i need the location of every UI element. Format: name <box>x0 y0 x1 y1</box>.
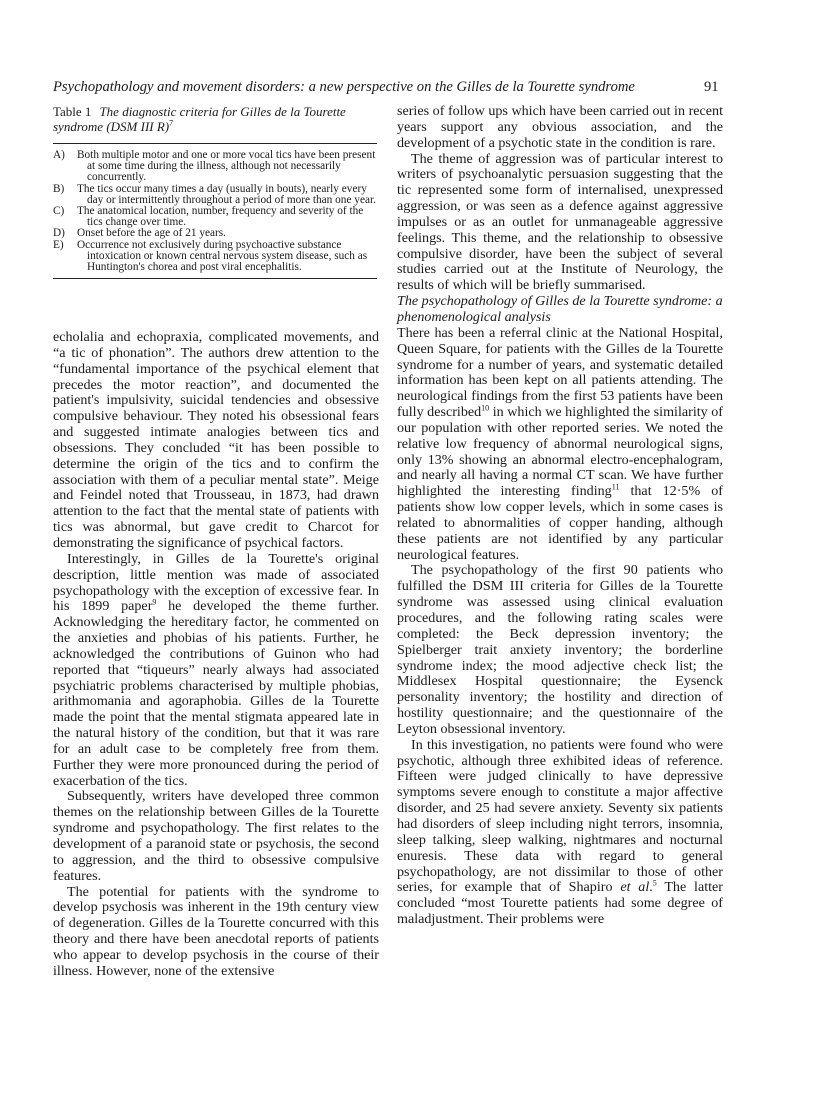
criteria-row <box>53 184 377 206</box>
text: In this investigation, no patients were found who were psychotic, although three exhibited ideas of reference. Fifteen were judged clinically to have depressive symptoms severe enough to constitute a major affective disorder, and 25 had severe anxiety. Seventy six patients had disorders of sleep including night terrors, insomnia, sleep talking, sleep walking, nightmares and nocturnal enuresis. These data with regard to general psychopathology, are not dissimilar to those of other series, for example that of Shapiro <box>397 736 723 896</box>
table-label: Table 1 <box>53 104 92 119</box>
criteria-row <box>53 240 377 274</box>
citation-ref: 10 <box>481 403 490 413</box>
text: There has been a referral clinic at the National Hospital, Queen Square, for patients with the Gilles de la Tourette syndrome for a number of years, and systematic detailed information has been kept on all patients attending. The neurological findings from the first 53 patients have been fully described <box>397 324 723 421</box>
criteria-row <box>53 150 377 184</box>
criteria-text: Onset before the age of 21 years. <box>77 227 226 240</box>
et-al: et al <box>620 879 650 896</box>
criteria-text: The anatomical location, number, frequency and severity of the tics change over time. <box>77 205 364 229</box>
table-top-rule <box>53 143 377 144</box>
paragraph: Subsequently, writers have developed three common themes on the relationship between Gilles de la Tourette syndrome and psychopathology. The first relates to the development of a paranoid state or psychosis, the second to aggression, and the third to obsessive compulsive features. <box>53 788 379 884</box>
table-bottom-rule <box>53 278 377 279</box>
table-title-ref: 7 <box>169 118 174 128</box>
paragraph: In this investigation, no patients were found who were psychotic, although three exhibited ideas of reference. Fifteen were judged clinically to have depressive symptoms severe enough to constitute a major affective disorder, and 25 had severe anxiety. Seventy six patients had disorders of sleep including night terrors, insomnia, sleep talking, sleep walking, nightmares and nocturnal enuresis. These data with regard to general psychopathology, are not dissimilar to those of other series, for example that of Shapiro et al.$^5$ The latter concluded “most Tourette patients had some degree of maladjustment. Their problems were <box>397 736 723 928</box>
page-number: 91 <box>704 79 719 95</box>
criteria-key: D) <box>53 227 65 240</box>
criteria-text: The tics occur many times a day (usually in bouts), nearly every day or intermittently throughout a period of more than one year. <box>77 182 376 206</box>
criteria-key: C) <box>53 205 65 218</box>
text: that 12·5% of patients show low copper levels, which in some cases is related to abnormalities of copper handing, although these patients are not identified by any particular neurological features. <box>397 483 723 563</box>
paragraph <box>397 326 723 564</box>
text: in which we highlighted the similarity of our population with other reported series. We noted the relative low frequency of abnormal neurological signs, only 13% showing an abnormal electro-encephalogram, and nearly all having a normal CT scan. We have further highlighted the interesting finding <box>397 404 723 500</box>
section-heading: The psychopathology of Gilles de la Tourette syndrome: a phenomenological analysis <box>397 293 723 325</box>
text: he developed the theme further. Acknowledging the hereditary factor, he commented on the anxieties and phobias of his patients. Further, he acknowledged the contributions of Guinon who had reported that “tiqueurs” nearly always had associated psychiatric problems characterised by multiple phobias, arithmomania and agoraphobia. Gilles de la Tourette made the point that the mental stigmata appeared late in the natural history of the condition, but that it was rare for an adult case to be completely free from them. Further they were more pronounced during the period of exacerbation of the tics. <box>53 598 379 789</box>
citation-ref: 5 <box>652 878 657 888</box>
criteria-key: A) <box>53 149 65 161</box>
table-1 <box>53 104 377 279</box>
citation-ref: 9 <box>152 597 157 607</box>
paragraph: echolalia and echopraxia, complicated movements, and “a tic of phonation”. The authors drew attention to the “fundamental importance of the psychical element that precedes the motor reaction”, and documented the patient's impulsivity, suicidal tendencies and obsessive compulsive behaviour. They noted his obsessional fears and suggested intimate analogies between tics and obsessions. They concluded “it has been possible to determine the origin of the tics and to confirm the association with them of a peculiar mental state”. Meige and Feindel noted that Trousseau, in 1873, had drawn attention to the fact that the mental state of patients with tics was abnormal, but gave credit to Charcot for demonstrating the significance of psychical factors. <box>53 329 379 551</box>
citation-ref: 11 <box>611 482 620 492</box>
paragraph: The psychopathology of the first 90 patients who fulfilled the DSM III criteria for Gilles de la Tourette syndrome was assessed using clinical evaluation procedures, and the following rating scales were completed: the Beck depression inventory; the Spielberger trait anxiety inventory; the borderline syndrome index; the mood adjective check list; the Middlesex Hospital questionnaire; the Eysenck personality inventory; the hostility and direction of hostility questionnaire; and the questionnaire of the Leyton obsessional inventory. <box>397 562 723 737</box>
paragraph: The potential for patients with the syndrome to develop psychosis was inherent in the 19th century view of degeneration. Gilles de la Tourette concurred with this theory and there have been anecdotal reports of patients who appear to develop psychosis in the course of their illness. However, none of the extensive <box>53 883 379 979</box>
criteria-key: E) <box>53 238 64 251</box>
criteria-key: B) <box>53 182 65 195</box>
criteria-row <box>53 228 377 239</box>
table-caption <box>53 104 377 134</box>
running-head: Psychopathology and movement disorders: a new perspective on the Gilles de la Tourette syndrome <box>53 79 635 95</box>
table-title: The diagnostic criteria for Gilles de la Tourette syndrome (DSM III R) <box>53 104 346 134</box>
criteria-row <box>53 206 377 228</box>
paragraph: series of follow ups which have been carried out in recent years support any obvious association, and the development of a psychotic state in the condition is rare. <box>397 103 723 151</box>
text: The latter concluded “most Tourette patients had some degree of maladjustment. Their problems were <box>397 879 723 928</box>
right-column <box>397 104 723 928</box>
criteria-text: Both multiple motor and one or more vocal tics have been present at some time during the illness, although not necessarily concurrently. <box>77 149 376 184</box>
left-column <box>53 330 379 980</box>
text: Interestingly, in Gilles de la Tourette's original description, little mention was made of associated psychopathology with the exception of excessive fear. In his 1899 paper <box>53 550 379 615</box>
criteria-text: Occurrence not exclusively during psychoactive substance intoxication or known central nervous system disease, such as Huntington's chorea and post viral encephalitis. <box>77 238 368 274</box>
paragraph: The theme of aggression was of particular interest to writers of psychoanalytic persuasion suggesting that the tic represented some form of internalised, unexpressed aggression, or was seen as a defence against aggressive impulses or as an outlet for unmanageable aggressive feelings. This theme, and the relationship to obsessive compulsive disorder, have been the subject of several studies carried out at the Institute of Neurology, the results of which will be briefly summarised. <box>397 150 723 294</box>
criteria-list <box>53 150 377 273</box>
paragraph <box>53 552 379 790</box>
